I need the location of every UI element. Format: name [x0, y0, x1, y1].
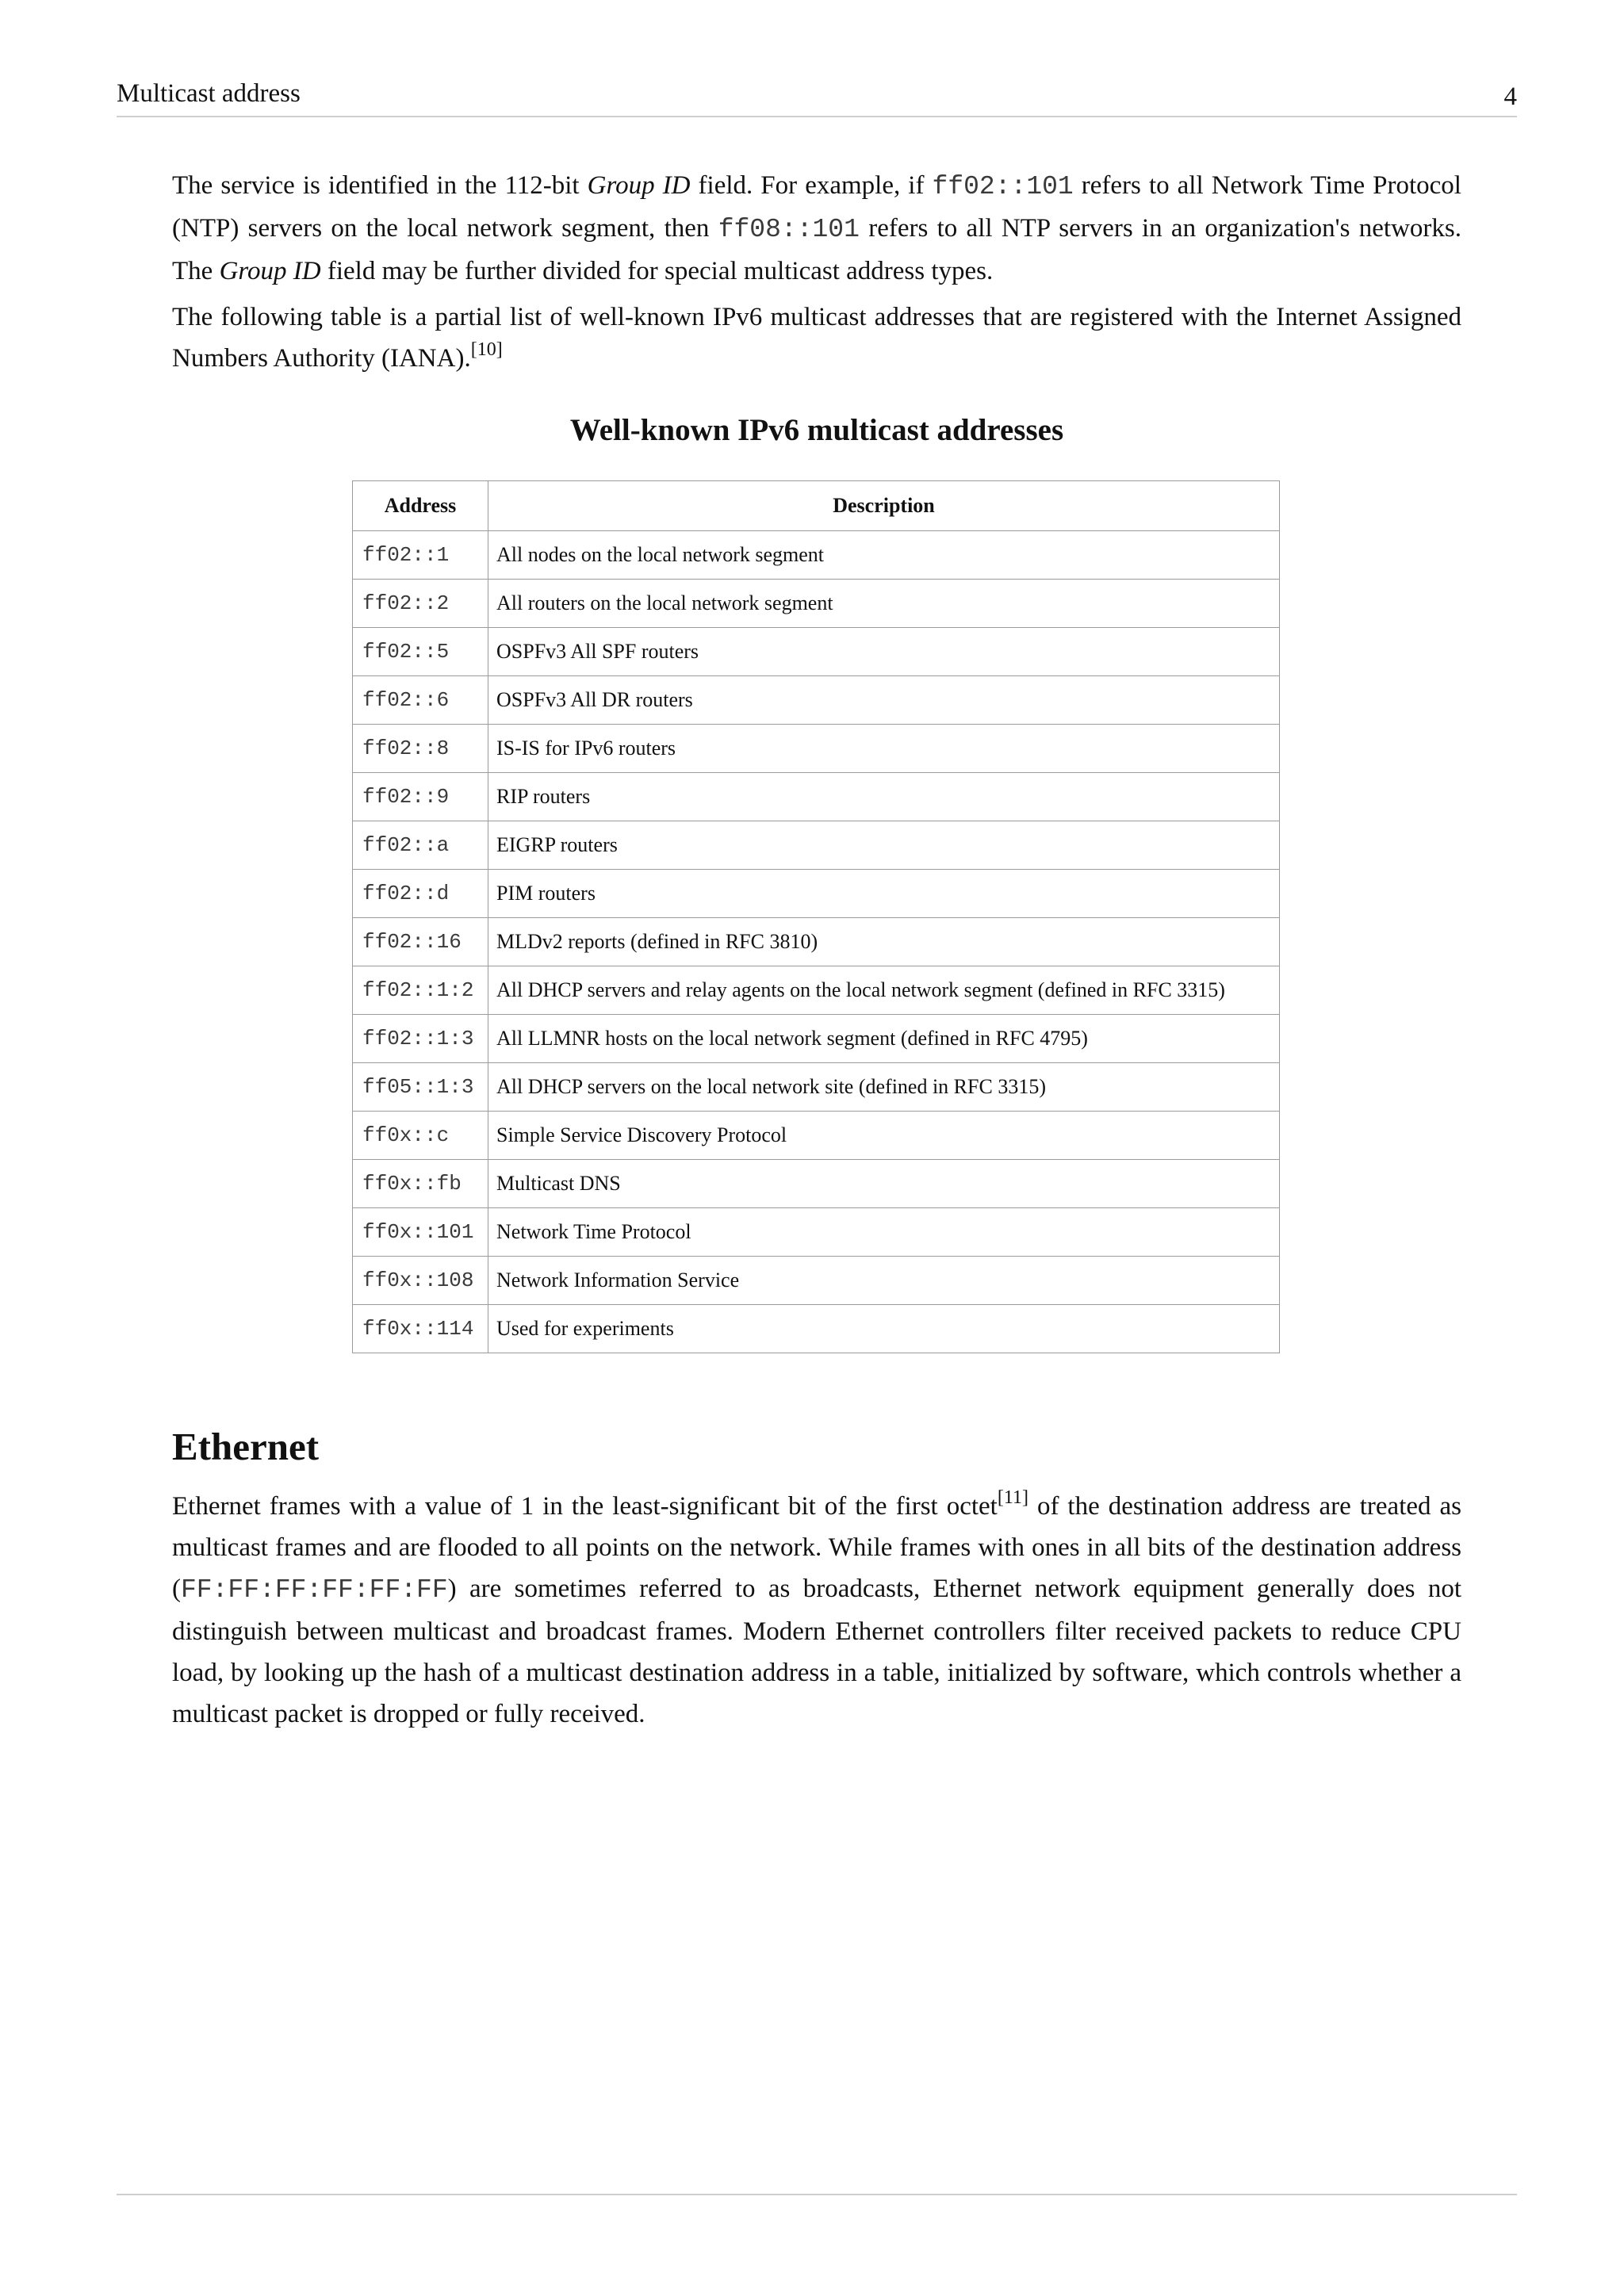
- description-cell: IS-IS for IPv6 routers: [488, 725, 1280, 773]
- address-cell: ff02::d: [353, 870, 488, 918]
- address-cell: ff0x::114: [353, 1305, 488, 1353]
- description-cell: Used for experiments: [488, 1305, 1280, 1353]
- text-run: refers to all NTP servers in an organization's networks. The: [172, 214, 1461, 285]
- description-cell: All routers on the local network segment: [488, 580, 1280, 628]
- description-cell: RIP routers: [488, 773, 1280, 821]
- description-cell: Network Time Protocol: [488, 1208, 1280, 1257]
- table-row: [353, 1015, 1280, 1063]
- address-cell: ff02::a: [353, 821, 488, 870]
- table-row: [353, 918, 1280, 966]
- address-cell: ff02::2: [353, 580, 488, 628]
- code-broadcast-address: FF:FF:FF:FF:FF:FF: [181, 1575, 448, 1605]
- address-cell: ff05::1:3: [353, 1063, 488, 1112]
- text-run: of the destination address are treated as multicast frames and are flooded to all points on the network. While frames with ones in all bits of the destination address (: [172, 1492, 1461, 1603]
- address-cell: ff02::8: [353, 725, 488, 773]
- table-intro-paragraph: [172, 297, 1461, 379]
- table-row: [353, 966, 1280, 1015]
- table-header-row: [353, 481, 1280, 531]
- code-address: ff08::101: [718, 215, 860, 244]
- running-header: [117, 79, 1517, 117]
- address-cell: ff0x::c: [353, 1112, 488, 1160]
- citation-link[interactable]: [10]: [470, 339, 503, 360]
- table-row: [353, 676, 1280, 725]
- group-id-paragraph: [172, 165, 1461, 292]
- description-cell: Multicast DNS: [488, 1160, 1280, 1208]
- text-run: Ethernet frames with a value of 1 in the least-significant bit of the first octet: [172, 1492, 998, 1521]
- text-run: The service is identified in the 112-bit: [172, 171, 588, 200]
- text-run: field may be further divided for special multicast address types.: [320, 257, 994, 285]
- description-cell: MLDv2 reports (defined in RFC 3810): [488, 918, 1280, 966]
- address-cell: ff02::9: [353, 773, 488, 821]
- table-row: [353, 1257, 1280, 1305]
- address-cell: ff02::5: [353, 628, 488, 676]
- description-cell: PIM routers: [488, 870, 1280, 918]
- table-row: [353, 821, 1280, 870]
- table-row: [353, 1112, 1280, 1160]
- table-row: [353, 1208, 1280, 1257]
- description-cell: All DHCP servers on the local network site (defined in RFC 3315): [488, 1063, 1280, 1112]
- table-row: [353, 870, 1280, 918]
- table-row: [353, 580, 1280, 628]
- address-cell: ff02::1: [353, 531, 488, 580]
- description-cell: All DHCP servers and relay agents on the local network segment (defined in RFC 3315): [488, 966, 1280, 1015]
- table-caption: Well-known IPv6 multicast addresses: [569, 413, 1064, 447]
- description-cell: All LLMNR hosts on the local network segment (defined in RFC 4795): [488, 1015, 1280, 1063]
- table-body: [353, 531, 1280, 1353]
- address-cell: ff0x::101: [353, 1208, 488, 1257]
- table-row: [353, 773, 1280, 821]
- address-cell: ff02::1:2: [353, 966, 488, 1015]
- ethernet-paragraph: [172, 1486, 1461, 1735]
- description-cell: Simple Service Discovery Protocol: [488, 1112, 1280, 1160]
- description-cell: OSPFv3 All SPF routers: [488, 628, 1280, 676]
- table-row: [353, 1063, 1280, 1112]
- description-cell: EIGRP routers: [488, 821, 1280, 870]
- running-header-title: Multicast address: [117, 79, 301, 108]
- address-cell: ff02::6: [353, 676, 488, 725]
- table-row: [353, 725, 1280, 773]
- text-run: refers to all Network Time Protocol (NTP) servers on the local network segment, then: [172, 171, 1461, 243]
- footer-divider: [117, 2194, 1517, 2195]
- group-id-term: Group ID: [219, 257, 321, 285]
- address-cell: ff0x::108: [353, 1257, 488, 1305]
- description-cell: All nodes on the local network segment: [488, 531, 1280, 580]
- table-row: [353, 1305, 1280, 1353]
- multicast-address-table: [352, 480, 1280, 1353]
- address-cell: ff02::16: [353, 918, 488, 966]
- code-address: ff02::101: [932, 172, 1074, 201]
- text-run: ) are sometimes referred to as broadcasts, Ethernet network equipment generally does not distinguish between multicast and broadcast frames. Modern Ethernet controllers filter received packets to reduce CPU load, by looking up the hash of a multicast destination address in a table, initialized by software, which controls whether a multicast packet is dropped or fully received.: [172, 1575, 1461, 1728]
- table-row: [353, 1160, 1280, 1208]
- address-cell: ff02::1:3: [353, 1015, 488, 1063]
- text-run: The following table is a partial list of well-known IPv6 multicast addresses that are registered with the Internet Assigned Numbers Authority (IANA).: [172, 303, 1461, 373]
- section-heading-ethernet: Ethernet: [172, 1425, 320, 1468]
- table-row: [353, 628, 1280, 676]
- group-id-term: Group ID: [587, 171, 691, 200]
- table-row: [353, 531, 1280, 580]
- column-header-address: Address: [353, 481, 488, 531]
- page-number: 4: [1503, 82, 1517, 111]
- description-cell: Network Information Service: [488, 1257, 1280, 1305]
- text-run: field. For example, if: [690, 171, 933, 200]
- description-cell: OSPFv3 All DR routers: [488, 676, 1280, 725]
- column-header-description: Description: [488, 481, 1280, 531]
- citation-link[interactable]: [11]: [997, 1487, 1028, 1508]
- address-cell: ff0x::fb: [353, 1160, 488, 1208]
